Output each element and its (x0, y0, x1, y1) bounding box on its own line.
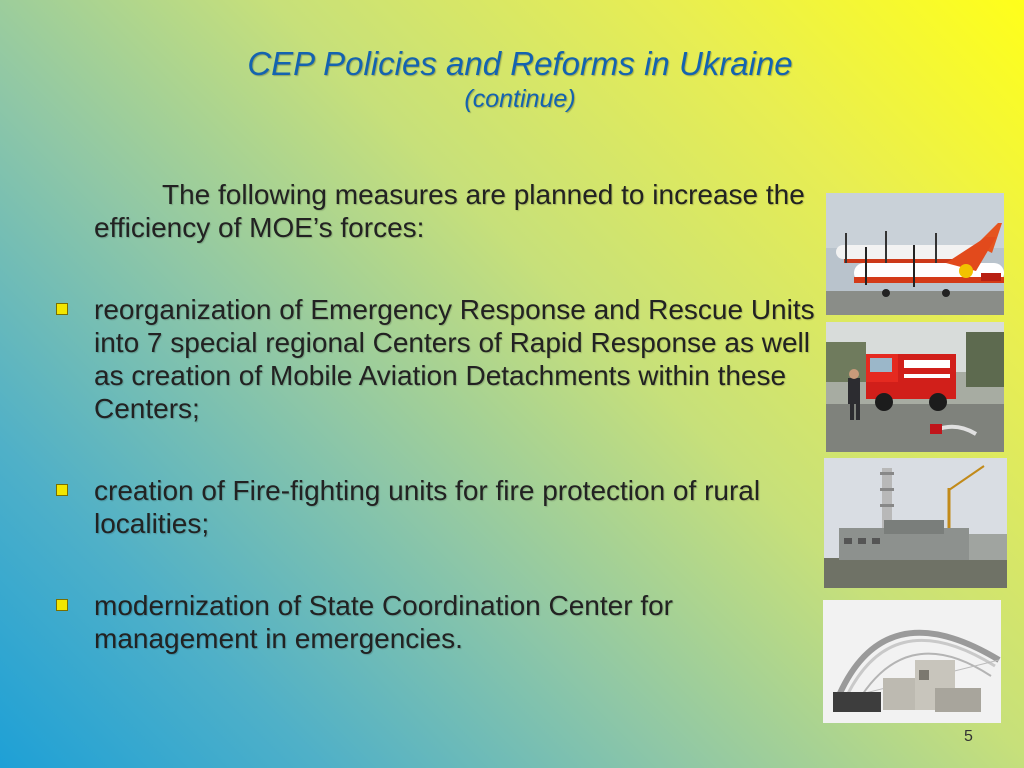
slide-title: CEP Policies and Reforms in Ukraine (247, 45, 793, 82)
bullet-item (56, 474, 816, 540)
power-plant-photo (824, 458, 1007, 588)
bullet-square-icon (56, 303, 68, 315)
page-number: 5 (964, 728, 973, 745)
bullet-text: reorganization of Emergency Response and Rescue Units into 7 special regional Centers of Rapid Response as well as creation of Mobile Aviation Detachments within these Centers; (94, 294, 815, 424)
intro-paragraph: The following measures are planned to increase the efficiency of MOE’s forces: (94, 179, 805, 243)
bullet-square-icon (56, 599, 68, 611)
bullet-square-icon (56, 484, 68, 496)
fire-truck-photo (826, 322, 1004, 452)
bullet-item (56, 589, 816, 655)
title-block (0, 44, 1024, 114)
slide-subtitle: (continue) (464, 85, 576, 113)
bullet-text: creation of Fire-fighting units for fire protection of rural localities; (94, 475, 761, 539)
arch-shelter-photo (823, 600, 1001, 723)
bullet-item (56, 293, 816, 425)
aircraft-photo (826, 193, 1004, 315)
bullet-text: modernization of State Coordination Center for management in emergencies. (94, 590, 673, 654)
